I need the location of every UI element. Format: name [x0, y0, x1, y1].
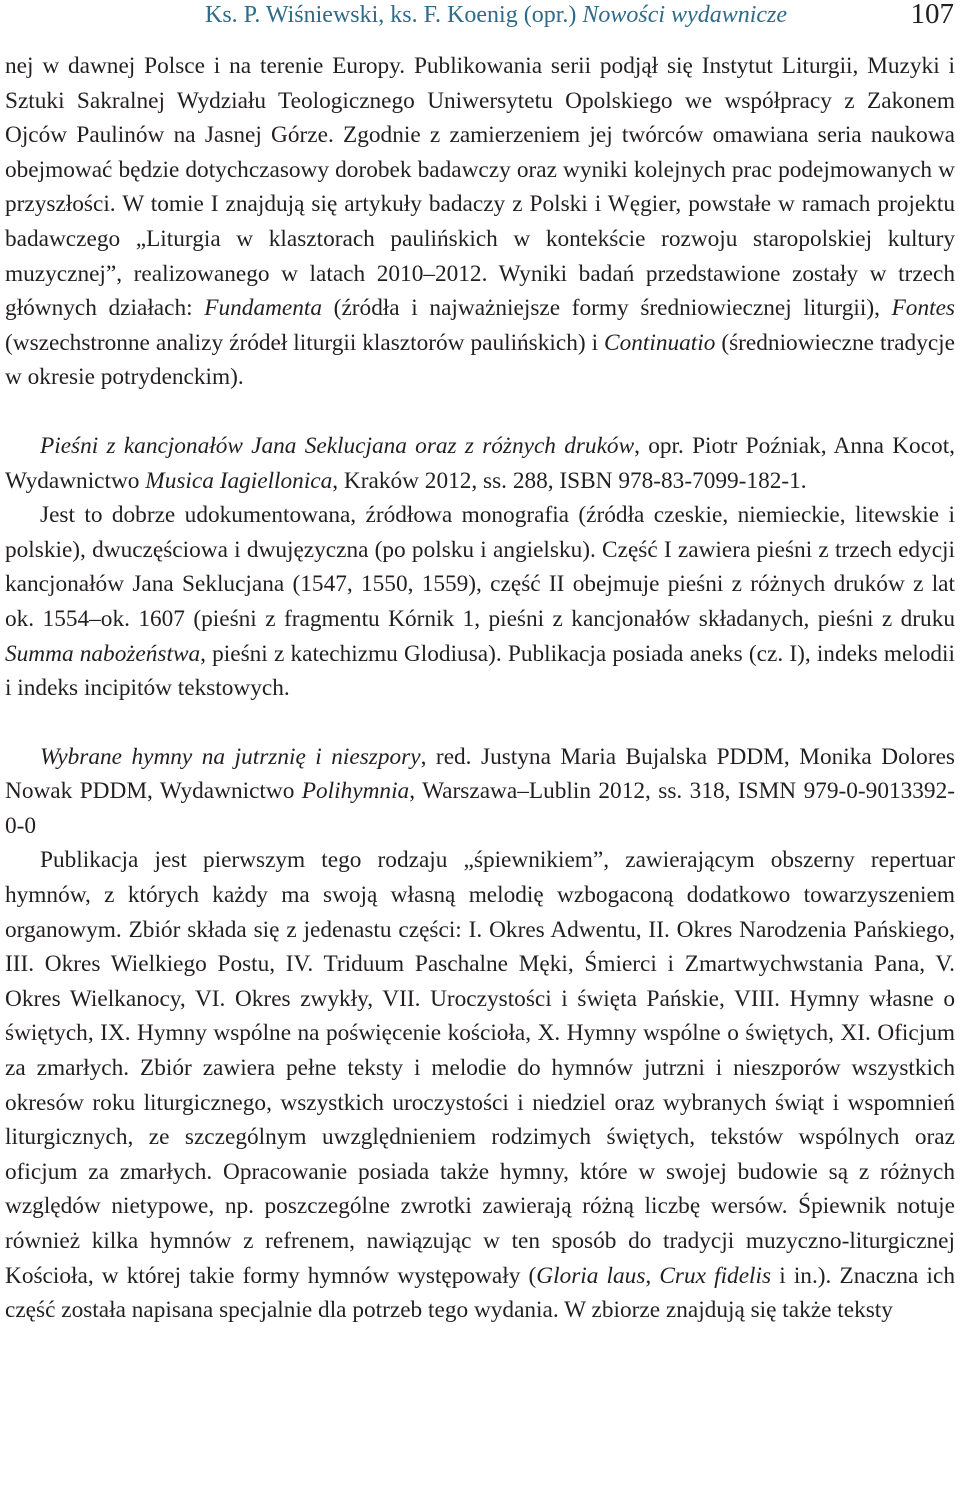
- review-3-body: Publikacja jest pierwszym tego rodzaju „śpiewnikiem”, zawierającym obszerny repertuar hymnów, z których każdy ma swoją własną melodię wzbogaconą dodatkowo towarzyszeniem organowym. Zbiór składa się z jedenastu części: I. Okres Adwentu, II. Okres Narodzenia Pańskiego, III. Okres Wielkiego Postu, IV. Triduum Paschalne Męki, Śmierci i Zmartwychwstania Pana, V. Okres Wielkanocy, VI. Okres zwykły, VII. Uroczystości i święta Pańskie, VIII. Hymny własne o świętych, IX. Hymny wspólne na poświęcenie kościoła, X. Hymny wspólne o świętych, XI. Oficjum za zmarłych. Zbiór zawiera pełne teksty i melodie do hymnów jutrzni i nieszporów wszystkich okresów roku liturgicznego, wszystkich uroczystości i niedziel oraz wybranych świąt i wspomnień liturgicznych, ze szczególnym uwzględnieniem rodzimych świętych, tekstów wspólnych oraz oficjum za zmarłych. Opracowanie posiada także hymny, które w swojej budowie są z różnych względów nietypowe, np. poszczególne zwrotki zawierają różną liczbę wersów. Śpiewnik notuje również kilka hymnów z refrenem, nawiązując w ten sposób do tradycji muzyczno-liturgicznej Kościoła, w której takie formy hymnów występowały (Gloria laus, Crux fidelis i in.). Znaczna ich część została napisana specjalnie dla potrzeb tego wydania. W zbiorze znajdują się także teksty: [5, 847, 955, 1324]
- review-3-publisher: Polihymnia: [301, 778, 410, 805]
- review-1-paragraph: nej w dawnej Polsce i na terenie Europy. Publikowania serii podjął się Instytut Liturgii, Muzyki i Sztuki Sakralnej Wydziału Teologicznego Uniwersytetu Opolskiego we współpracy z Zakonem Ojców Paulinów na Jasnej Górze. Zgodnie z zamierzeniem jej twórców omawiana seria naukowa obejmować będzie dotychczasowy dorobek badawczy oraz wyniki kolejnych prac podejmowanych w przyszłości. W tomie I znajdują się artykuły badaczy z Polski i Węgier, powstałe w ramach projektu badawczego „Liturgia w klasztorach paulińskich w kontekście rozwoju staropolskiej kultury muzycznej”, realizowanego w latach 2010–2012. Wyniki badań przedstawione zostały w trzech głównych działach: Fundamenta (źródła i najważniejsze formy średniowiecznej liturgii), Fontes (wszechstronne analizy źródeł liturgii klasztorów paulińskich) i Continuatio (średniowieczne tradycje w okresie potrydenckim).: [5, 53, 955, 391]
- hymn-title-crux-fidelis: Crux fidelis: [659, 1262, 772, 1289]
- section-name-fontes: Fontes: [891, 295, 955, 322]
- review-2-bibliographic-entry: Pieśni z kancjonałów Jana Seklucjana oraz z różnych druków, opr. Piotr Poźniak, Anna Kocot, Wydawnictwo Musica Iagiellonica, Kraków 2012, ss. 288, ISBN 978-83-7099-182-1.: [5, 432, 955, 494]
- review-2-italic-title: Summa nabożeństwa: [5, 640, 201, 667]
- review-2-body: Jest to dobrze udokumentowana, źródłowa monografia (źródła czeskie, niemieckie, litewskie i polskie), dwuczęściowa i dwujęzyczna (po polsku i angielsku). Część I zawiera pieśni z trzech edycji kancjonałów Jana Seklucjana (1547, 1550, 1559), część II obejmuje pieśni z różnych druków z lat ok. 1554–ok. 1607 (pieśni z fragmentu Kórnik 1, pieśni z kancjonałów składanych, pieśni z druku Summa nabożeństwa, pieśni z katechizmu Glodiusa). Publikacja posiada aneks (cz. I), indeks melodii i indeks incipitów tekstowych.: [5, 502, 956, 702]
- review-3-title: Wybrane hymny na jutrznię i nieszpory: [40, 743, 421, 770]
- section-name-fundamenta: Fundamenta: [204, 295, 323, 322]
- section-name-continuatio: Continuatio: [604, 329, 716, 356]
- running-head-section: Nowości wydawnicze: [582, 2, 788, 28]
- page-body: [5, 49, 955, 1328]
- running-head: [205, 2, 787, 29]
- page-number: 107: [910, 0, 954, 30]
- running-head-authors: Ks. P. Wiśniewski, ks. F. Koenig (opr.): [205, 2, 577, 28]
- review-2-title: Pieśni z kancjonałów Jana Seklucjana oraz z różnych druków: [40, 432, 635, 459]
- review-2-publisher: Musica Iagiellonica: [145, 467, 333, 494]
- review-3-bibliographic-entry: Wybrane hymny na jutrznię i nieszpory, red. Justyna Maria Bujalska PDDM, Monika Dolores Nowak PDDM, Wydawnictwo Polihymnia, Warszawa–Lublin 2012, ss. 318, ISMN 979-0-9013392-0-0: [5, 743, 955, 839]
- running-header: [0, 0, 960, 40]
- hymn-title-gloria-laus: Gloria laus: [536, 1262, 646, 1289]
